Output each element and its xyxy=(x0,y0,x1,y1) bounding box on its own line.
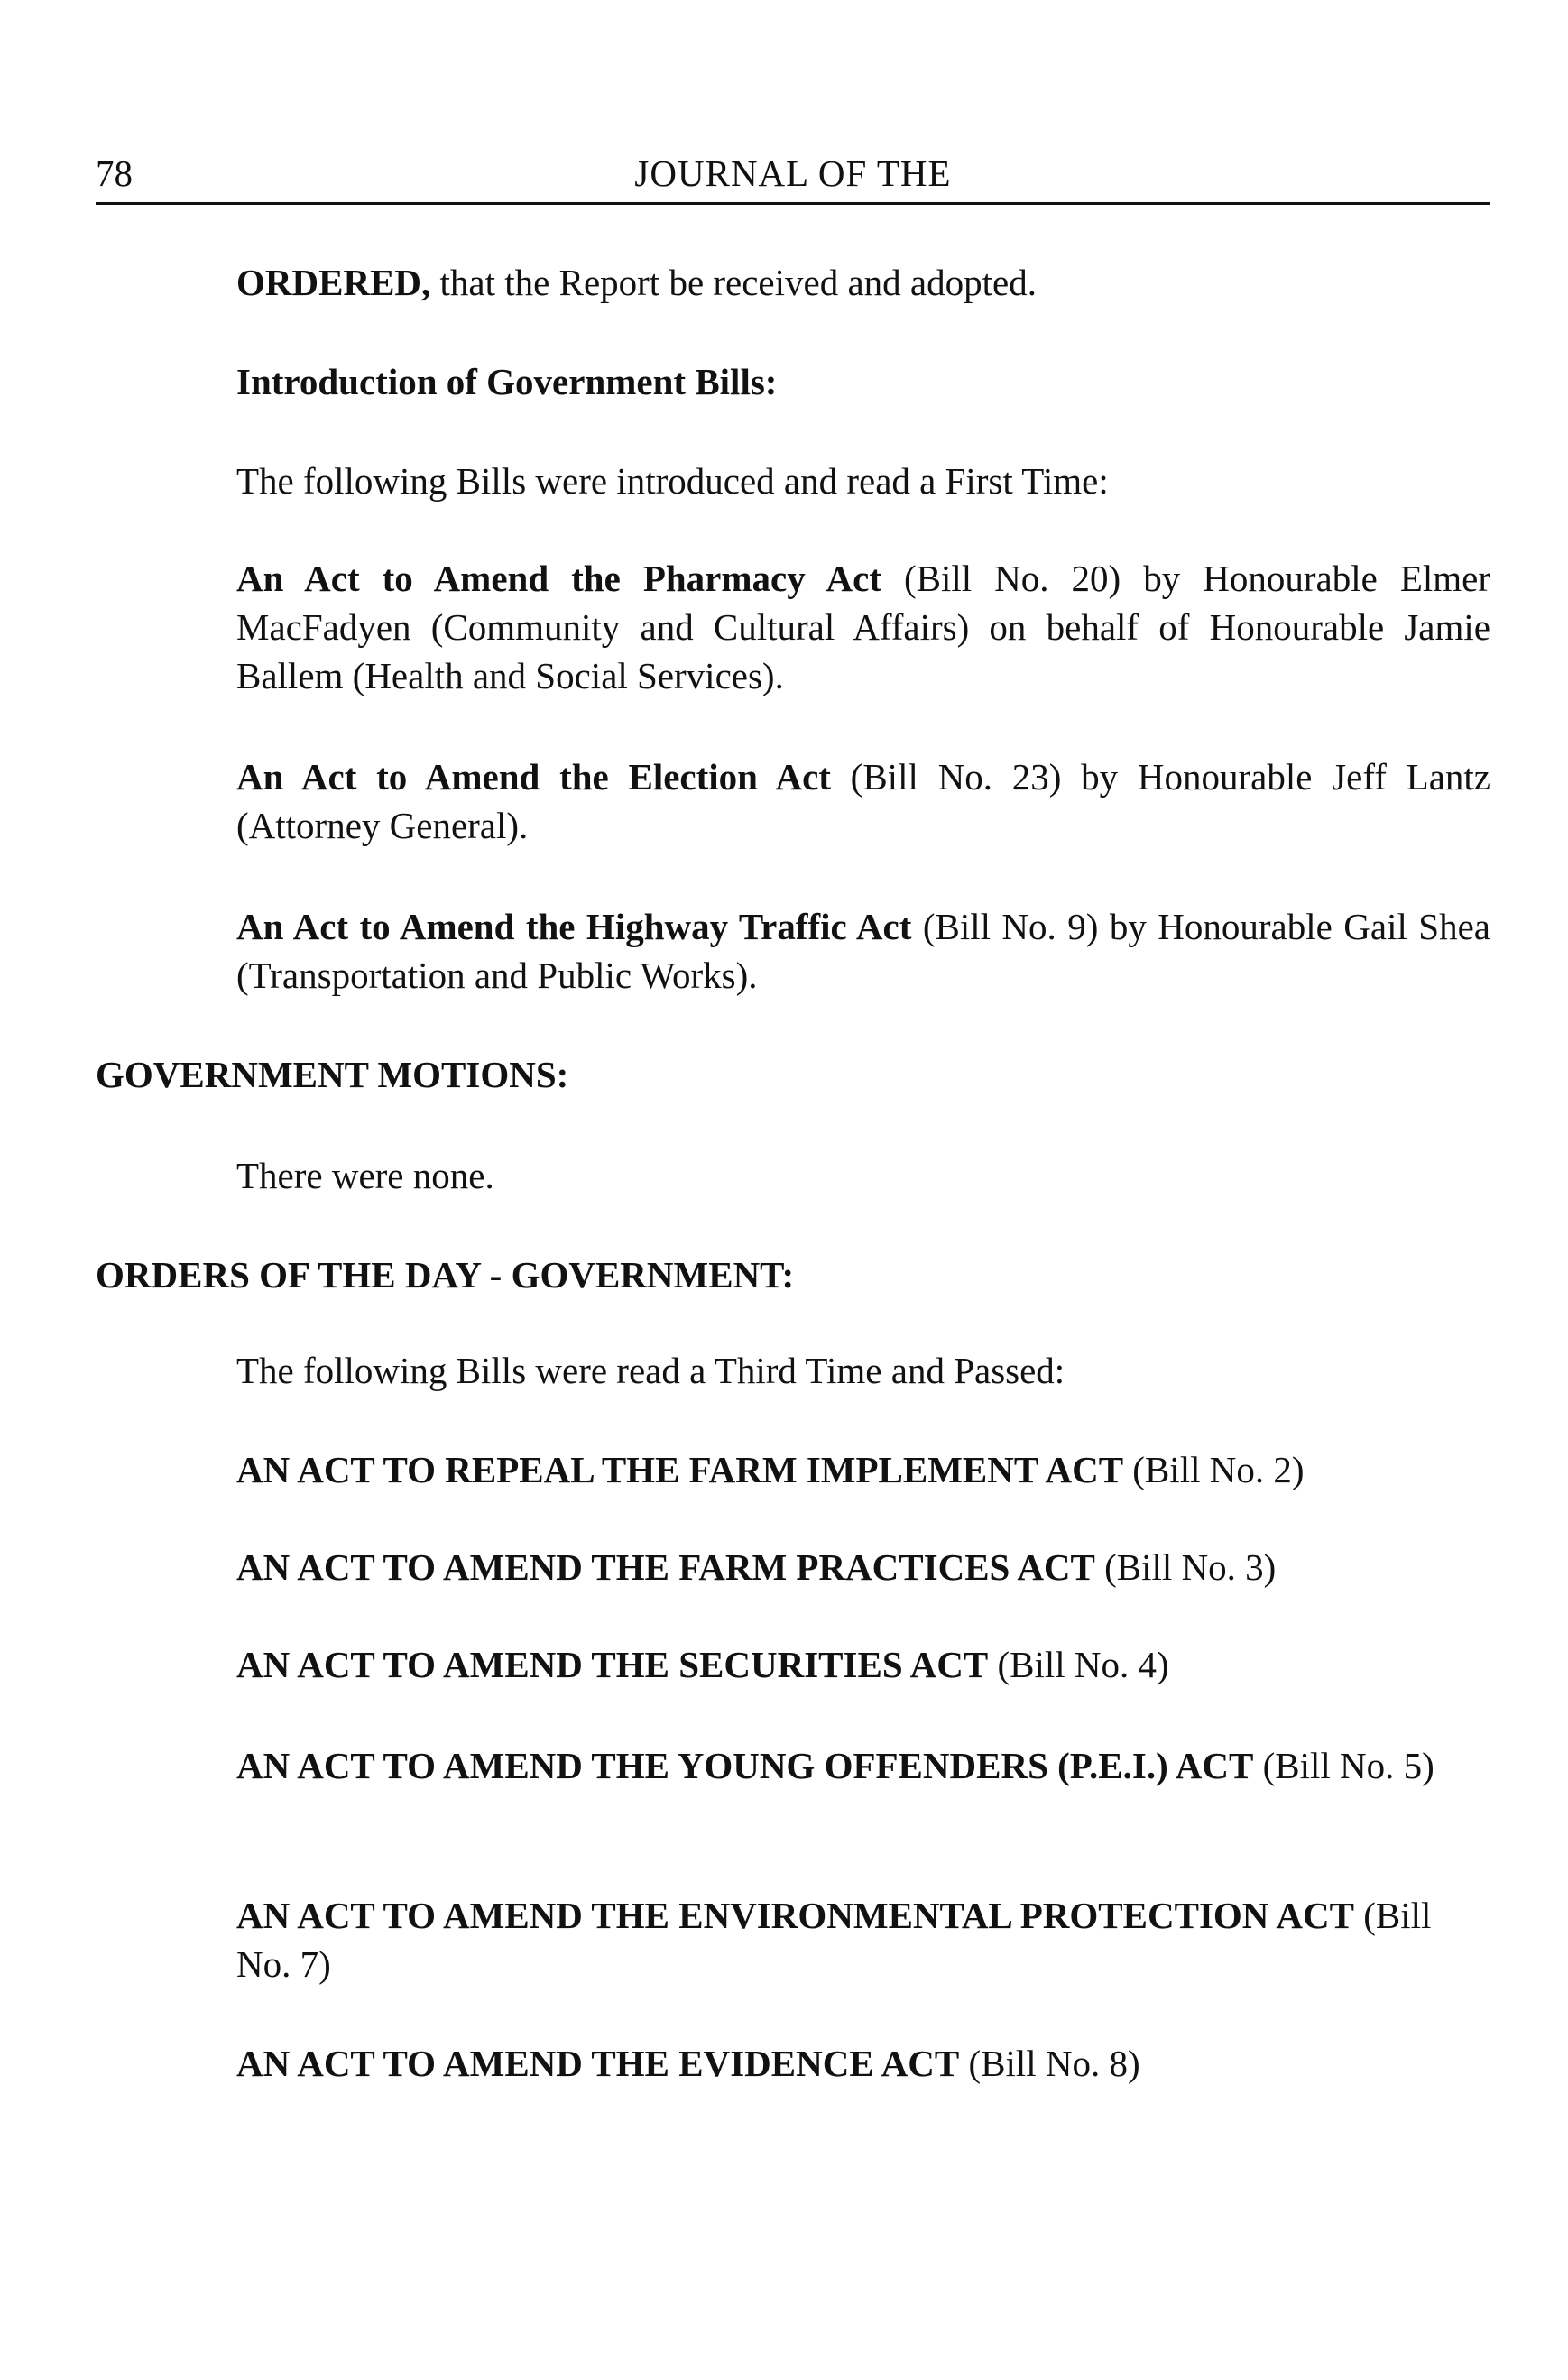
intro-heading: Introduction of Government Bills: xyxy=(236,361,778,402)
gov-motions-heading: GOVERNMENT MOTIONS: xyxy=(96,1054,569,1095)
bill-title: An Act to Amend the Election Act xyxy=(236,756,831,798)
bill-title: AN ACT TO AMEND THE FARM PRACTICES ACT xyxy=(236,1546,1095,1588)
bill-highway-traffic xyxy=(236,902,1490,1000)
bill-details: (Bill No. 4) xyxy=(988,1644,1169,1685)
third-bill xyxy=(236,1891,1490,1988)
bill-details: (Bill No. 9) by Honourable Gail Shea (Transportation and Public Works). xyxy=(236,906,1490,996)
bill-details: (Bill No. 3) xyxy=(1094,1546,1277,1588)
bill-title: An Act to Amend the Highway Traffic Act xyxy=(236,906,912,947)
bill-title: AN ACT TO AMEND THE EVIDENCE ACT xyxy=(236,2043,960,2084)
third-bill xyxy=(236,2039,1490,2088)
bill-details: (Bill No. 20) by Honourable Elmer MacFadyen (Community and Cultural Affairs) on behalf of Honourable Jamie Ballem (Health and Social Services). xyxy=(236,558,1490,696)
bill-title: AN ACT TO REPEAL THE FARM IMPLEMENT ACT xyxy=(236,1449,1124,1490)
orders-text: The following Bills were read a Third Time and Passed: xyxy=(236,1350,1065,1391)
bill-details: (Bill No. 23) by Honourable Jeff Lantz (Attorney General). xyxy=(236,756,1490,846)
bill-pharmacy xyxy=(236,554,1490,700)
bill-title: AN ACT TO AMEND THE SECURITIES ACT xyxy=(236,1644,989,1685)
bill-title: An Act to Amend the Pharmacy Act xyxy=(236,558,881,599)
bill-title: AN ACT TO AMEND THE YOUNG OFFENDERS (P.E.I.) ACT xyxy=(236,1745,1254,1786)
page-number: 78 xyxy=(96,152,133,194)
bill-title: AN ACT TO AMEND THE ENVIRONMENTAL PROTECTION ACT xyxy=(236,1895,1354,1936)
ordered-paragraph xyxy=(236,258,1490,307)
bill-details: (Bill No. 2) xyxy=(1123,1449,1305,1490)
running-head: JOURNAL OF THE xyxy=(634,152,952,194)
orders-heading: ORDERS OF THE DAY - GOVERNMENT: xyxy=(96,1254,795,1296)
gov-motions-text: There were none. xyxy=(236,1155,494,1196)
bill-election xyxy=(236,752,1490,850)
third-bill xyxy=(236,1543,1490,1591)
ordered-text: that the Report be received and adopted. xyxy=(430,262,1037,303)
bill-details: (Bill No. 8) xyxy=(959,2043,1140,2084)
bill-details: (Bill No. 7) xyxy=(236,1895,1432,1985)
ordered-label: ORDERED, xyxy=(236,262,431,303)
third-bill xyxy=(236,1640,1490,1689)
third-bill xyxy=(236,1741,1490,1790)
intro-text: The following Bills were introduced and read a First Time: xyxy=(236,460,1109,502)
bill-details: (Bill No. 5) xyxy=(1253,1745,1434,1786)
page-header xyxy=(96,148,1490,205)
third-bill xyxy=(236,1445,1490,1494)
